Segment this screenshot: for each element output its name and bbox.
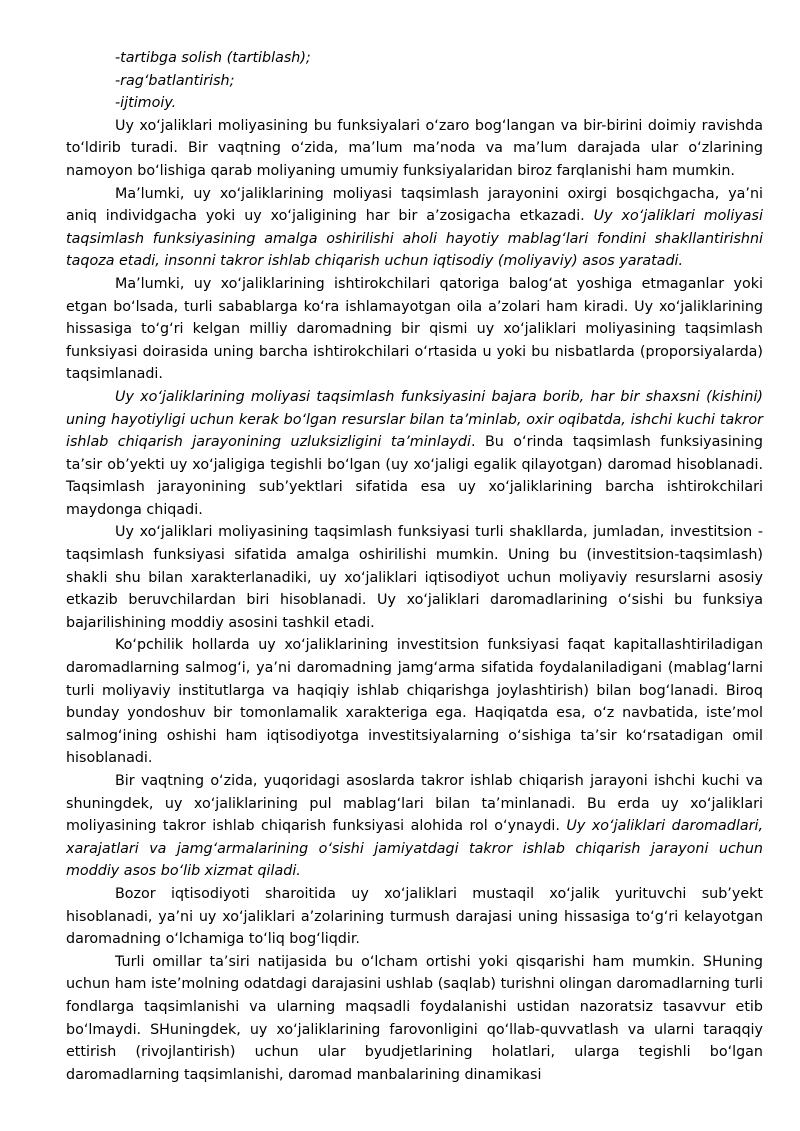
paragraph-7 — [66, 770, 763, 883]
text-segment: Bozor iqtisodiyoti sharoitida uy xo‘jaliklari mustaqil xo‘jalik yurituvchi sub’yekt hisoblanadi, ya’ni uy xo‘jaliklari a’zolarining turmush darajasi uning hissasiga to‘g‘ri kelayotgan daromadning o‘lchamiga to‘liq bog‘liqdir. — [66, 885, 763, 948]
text-segment: Uy xo‘jaliklari moliyasining taqsimlash funksiyasi turli shakllarda, jumladan, investitsion - taqsimlash funksiyasi sifatida amalga oshirilishi mumkin. Uning bu (investitsion-taqsimlash) shakli shu bilan xarakterlanadiki, uy xo‘jaliklari iqtisodiyot uchun moliyaviy resurslarni asosiy etkazib beruvchilardan biri hisoblanadi. Uy xo‘jaliklari daromadlarining o‘sishi bu funksiya bajarilishining moddiy asosini tashkil etadi. — [66, 524, 763, 631]
paragraph-4 — [66, 386, 763, 522]
text-segment: Uy xo‘jaliklari moliyasining bu funksiyalari o‘zaro bog‘langan va bir-birini doimiy ravishda to‘ldirib turadi. Bir vaqtning o‘zida, ma’lum ma’noda va ma’lum darajada ular o‘zlarining namoyon bo‘lishiga qarab moliyaning umumiy funksiyalaridan biroz farqlanishi ham mumkin. — [66, 117, 763, 179]
paragraph-8 — [66, 883, 763, 951]
text-segment: Turli omillar ta’siri natijasida bu o‘lcham ortishi yoki qisqarishi ham mumkin. SHuning uchun ham iste’molning odatdagi darajasini ushlab (saqlab) turishni olingan daromadlarning turli fondlarga taqsimlanishi va ularning maqsadli foydalanishi ustidan nazoratsiz tasavvur etib bo‘lmaydi. SHuningdek, uy xo‘jaliklarining farovonligini qo‘llab-quvvatlash va ularni taraqqiy ettirish (rivojlantirish) uchun ular byudjetlarining holatlari, ularga tegishli bo‘lgan daromadlarning taqsimlanishi, daromad manbalarining dinamikasi — [66, 953, 763, 1083]
italic-text-segment: Uy xo‘jaliklari moliyasi taqsimlash funksiyasining amalga oshirilishi aholi hayotiy mablag‘lari fondini shakllantirishni taqoza etadi, insonni takror ishlab chiqarish uchun iqtisodiy (moliyaviy) asos yaratadi. — [66, 208, 763, 270]
functions-list — [66, 47, 763, 115]
text-segment: Ma’lumki, uy xo‘jaliklarining moliyasi taqsimlash jarayonini oxirgi bosqichgacha, ya’ni aniq individgacha yoki uy xo‘jaligining har bir a’zosigacha etkazadi. — [66, 185, 763, 225]
text-segment: . Bu o‘rinda taqsimlash funksiyasining ta’sir ob’yekti uy xo‘jaligiga tegishli bo‘lgan (uy xo‘jaligi egalik qilayotgan) daromad hisoblanadi. Taqsimlash jarayonining sub’yektlari sifatida esa uy xo‘jaliklarining barcha ishtirokchilari maydonga chiqadi. — [66, 434, 763, 518]
paragraph-1 — [66, 115, 763, 183]
italic-text-segment: Uy xo‘jaliklari daromadlari, xarajatlari va jamg‘armalarining o‘sishi jamiyatdagi takror ishlab chiqarish jarayoni uchun moddiy asos bo‘lib xizmat qiladi. — [66, 818, 763, 880]
text-segment: Ma’lumki, uy xo‘jaliklarining ishtirokchilari qatoriga balog‘at yoshiga etmaganlar yoki etgan bo‘lsada, turli sabablarga ko‘ra ishlamayotgan oila a’zolari ham kiradi. Uy xo‘jaliklarining hissasiga to‘g‘ri kelgan milliy daromadning bir qismi uy xo‘jaliklari moliyasining taqsimlash funksiyasi doirasida uning barcha ishtirokchilari o‘rtasida u yoki bu nisbatlarda (proporsiyalarda) taqsimlanadi. — [66, 275, 763, 383]
paragraph-5 — [66, 521, 763, 634]
paragraph-3 — [66, 273, 763, 386]
paragraph-6 — [66, 634, 763, 770]
paragraph-2 — [66, 183, 763, 273]
list-item: -ijtimoiy. — [115, 95, 177, 112]
paragraph-9 — [66, 951, 763, 1087]
italic-text-segment: Uy xo‘jaliklarining moliyasi taqsimlash funksiyasini bajara borib, har bir shaxsni (kishini) uning hayotiyligi uchun kerak bo‘lgan resurslar bilan ta’minlab, oxir oqibatda, ishchi kuchi takror ishlab chiqarish jarayonining uzluksizligini ta’minlaydi — [66, 388, 763, 451]
document-page — [66, 47, 763, 1086]
list-item: -rag‘batlantirish; — [115, 72, 235, 89]
text-segment: Ko‘pchilik hollarda uy xo‘jaliklarining investitsion funksiyasi faqat kapitallashtiriladigan daromadlarning salmog‘i, ya’ni daromadning jamg‘arma sifatida foydalaniladigani (mablag‘larni turli moliyaviy institutlarga va haqiqiy ishlab chiqarishga joylashtirish) bilan bog‘lanadi. Biroq bunday yondoshuv bir tomonlamalik xarakteriga ega. Haqiqatda esa, o‘z navbatida, iste’mol salmog‘ining oshishi ham iqtisodiyotga investitsiyalarning o‘sishiga ta’sir ko‘rsatadigan omil hisoblanadi. — [66, 637, 763, 767]
text-segment: Bir vaqtning o‘zida, yuqoridagi asoslarda takror ishlab chiqarish jarayoni ishchi kuchi va shuningdek, uy xo‘jaliklarining pul mablag‘lari bilan ta’minlanadi. Bu erda uy xo‘jaliklari moliyasining takror ishlab chiqarish funksiyasi alohida rol o‘ynaydi. — [66, 773, 763, 835]
list-item: -tartibga solish (tartiblash); — [115, 50, 311, 66]
